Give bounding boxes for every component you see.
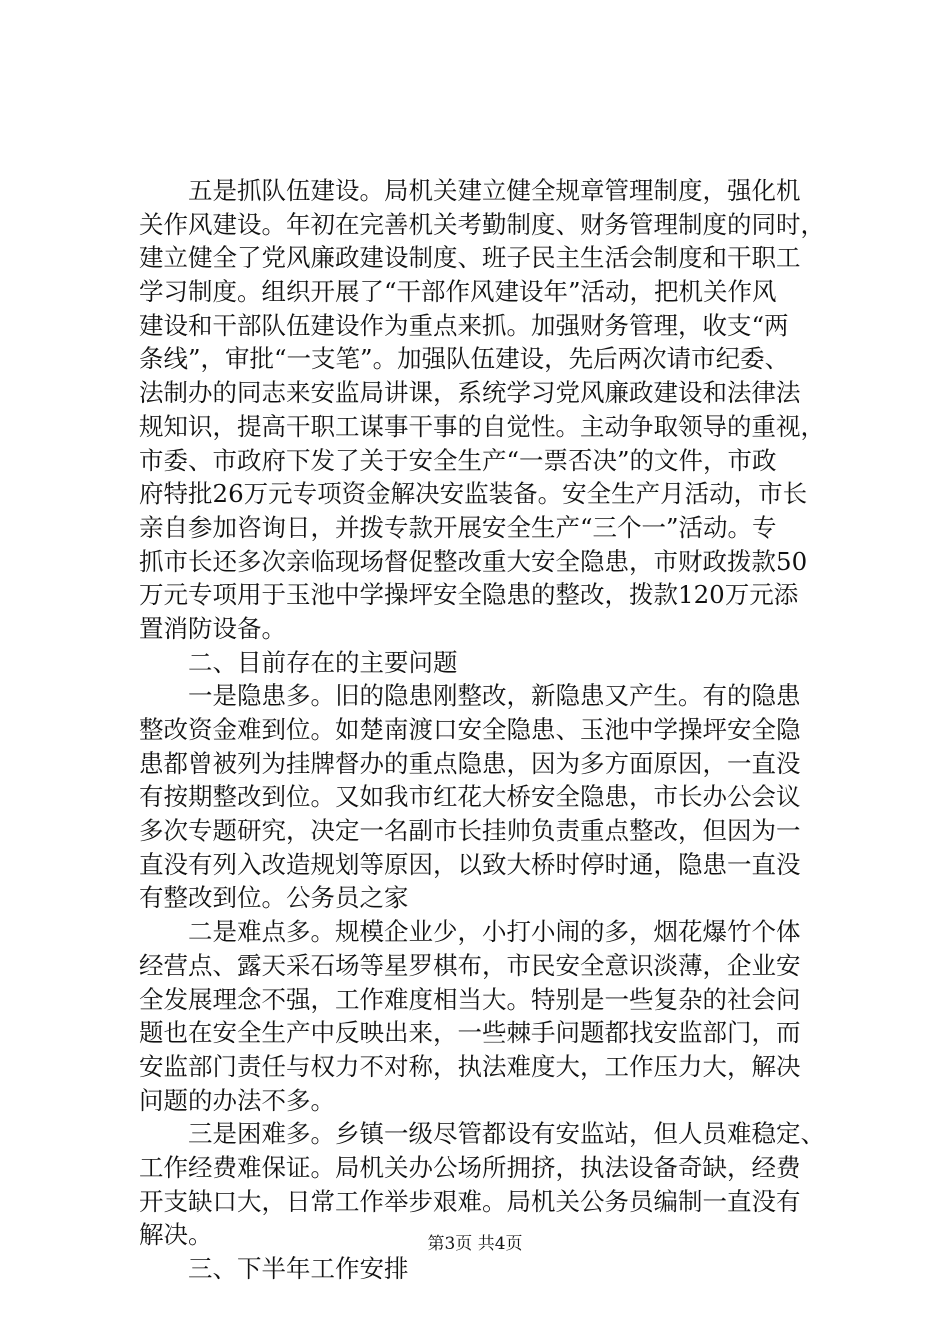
text-line: 安监部门责任与权力不对称，执法难度大，工作压力大，解决 <box>139 1051 801 1081</box>
text-line: 直没有列入改造规划等原因，以致大桥时停时通，隐患一直没 <box>139 849 801 879</box>
text-line: 患都曾被列为挂牌督办的重点隐患，因为多方面原因，一直没 <box>139 748 801 778</box>
text-line: 题也在安全生产中反映出来，一些棘手问题都找安监部门，而 <box>139 1018 801 1048</box>
text-line: 二、目前存在的主要问题 <box>188 647 458 677</box>
text-line: 关作风建设。年初在完善机关考勤制度、财务管理制度的同时， <box>139 209 825 239</box>
text-line: 开支缺口大，日常工作举步艰难。局机关公务员编制一直没有 <box>139 1186 801 1216</box>
text-line: 三是困难多。乡镇一级尽管都设有安监站，但人员难稳定、 <box>188 1119 825 1149</box>
text-line: 法制办的同志来安监局讲课，系统学习党风廉政建设和法律法 <box>139 378 801 408</box>
text-line: 问题的办法不多。 <box>139 1085 335 1115</box>
text-line: 一是隐患多。旧的隐患刚整改，新隐患又产生。有的隐患 <box>188 681 801 711</box>
text-line: 抓市长还多次亲临现场督促整改重大安全隐患，市财政拨款50 <box>139 546 808 576</box>
document-body <box>139 174 839 1286</box>
text-line: 万元专项用于玉池中学操坪安全隐患的整改，拨款120万元添 <box>139 580 799 610</box>
text-line: 工作经费难保证。局机关办公场所拥挤，执法设备奇缺，经费 <box>139 1152 801 1182</box>
text-line: 建立健全了党风廉政建设制度、班子民主生活会制度和干职工 <box>139 243 801 273</box>
text-line: 经营点、露天采石场等星罗棋布，市民安全意识淡薄，企业安 <box>139 950 801 980</box>
text-line: 多次专题研究，决定一名副市长挂帅负责重点整改，但因为一 <box>139 816 801 846</box>
page-footer: 第3页 共4页 <box>427 1234 523 1254</box>
text-line: 全发展理念不强，工作难度相当大。特别是一些复杂的社会问 <box>139 984 801 1014</box>
text-line: 解决。 <box>139 1220 213 1250</box>
text-line: 规知识，提高干职工谋事干事的自觉性。主动争取领导的重视， <box>139 411 825 441</box>
text-line: 条线”，审批“一支笔”。加强队伍建设，先后两次请市纪委、 <box>139 344 790 374</box>
text-line: 整改资金难到位。如楚南渡口安全隐患、玉池中学操坪安全隐 <box>139 715 801 744</box>
text-line: 二是难点多。规模企业少，小打小闹的多，烟花爆竹个体 <box>188 917 801 947</box>
text-line: 五是抓队伍建设。局机关建立健全规章管理制度，强化机 <box>188 176 801 205</box>
text-line: 亲自参加咨询日，并拨专款开展安全生产“三个一”活动。专 <box>139 512 777 542</box>
text-line: 府特批26万元专项资金解决安监装备。安全生产月活动，市长 <box>139 479 808 509</box>
text-line: 置消防设备。 <box>139 613 286 643</box>
text-line: 建设和干部队伍建设作为重点来抓。加强财务管理，收支“两 <box>139 310 789 340</box>
text-line: 有整改到位。公务员之家 <box>139 883 409 913</box>
text-line: 市委、市政府下发了关于安全生产“一票否决”的文件，市政 <box>139 445 777 475</box>
text-line: 有按期整改到位。又如我市红花大桥安全隐患，市长办公会议 <box>139 782 801 812</box>
text-line: 三、下半年工作安排 <box>188 1254 409 1283</box>
text-line: 学习制度。组织开展了“干部作风建设年”活动，把机关作风 <box>139 277 777 307</box>
